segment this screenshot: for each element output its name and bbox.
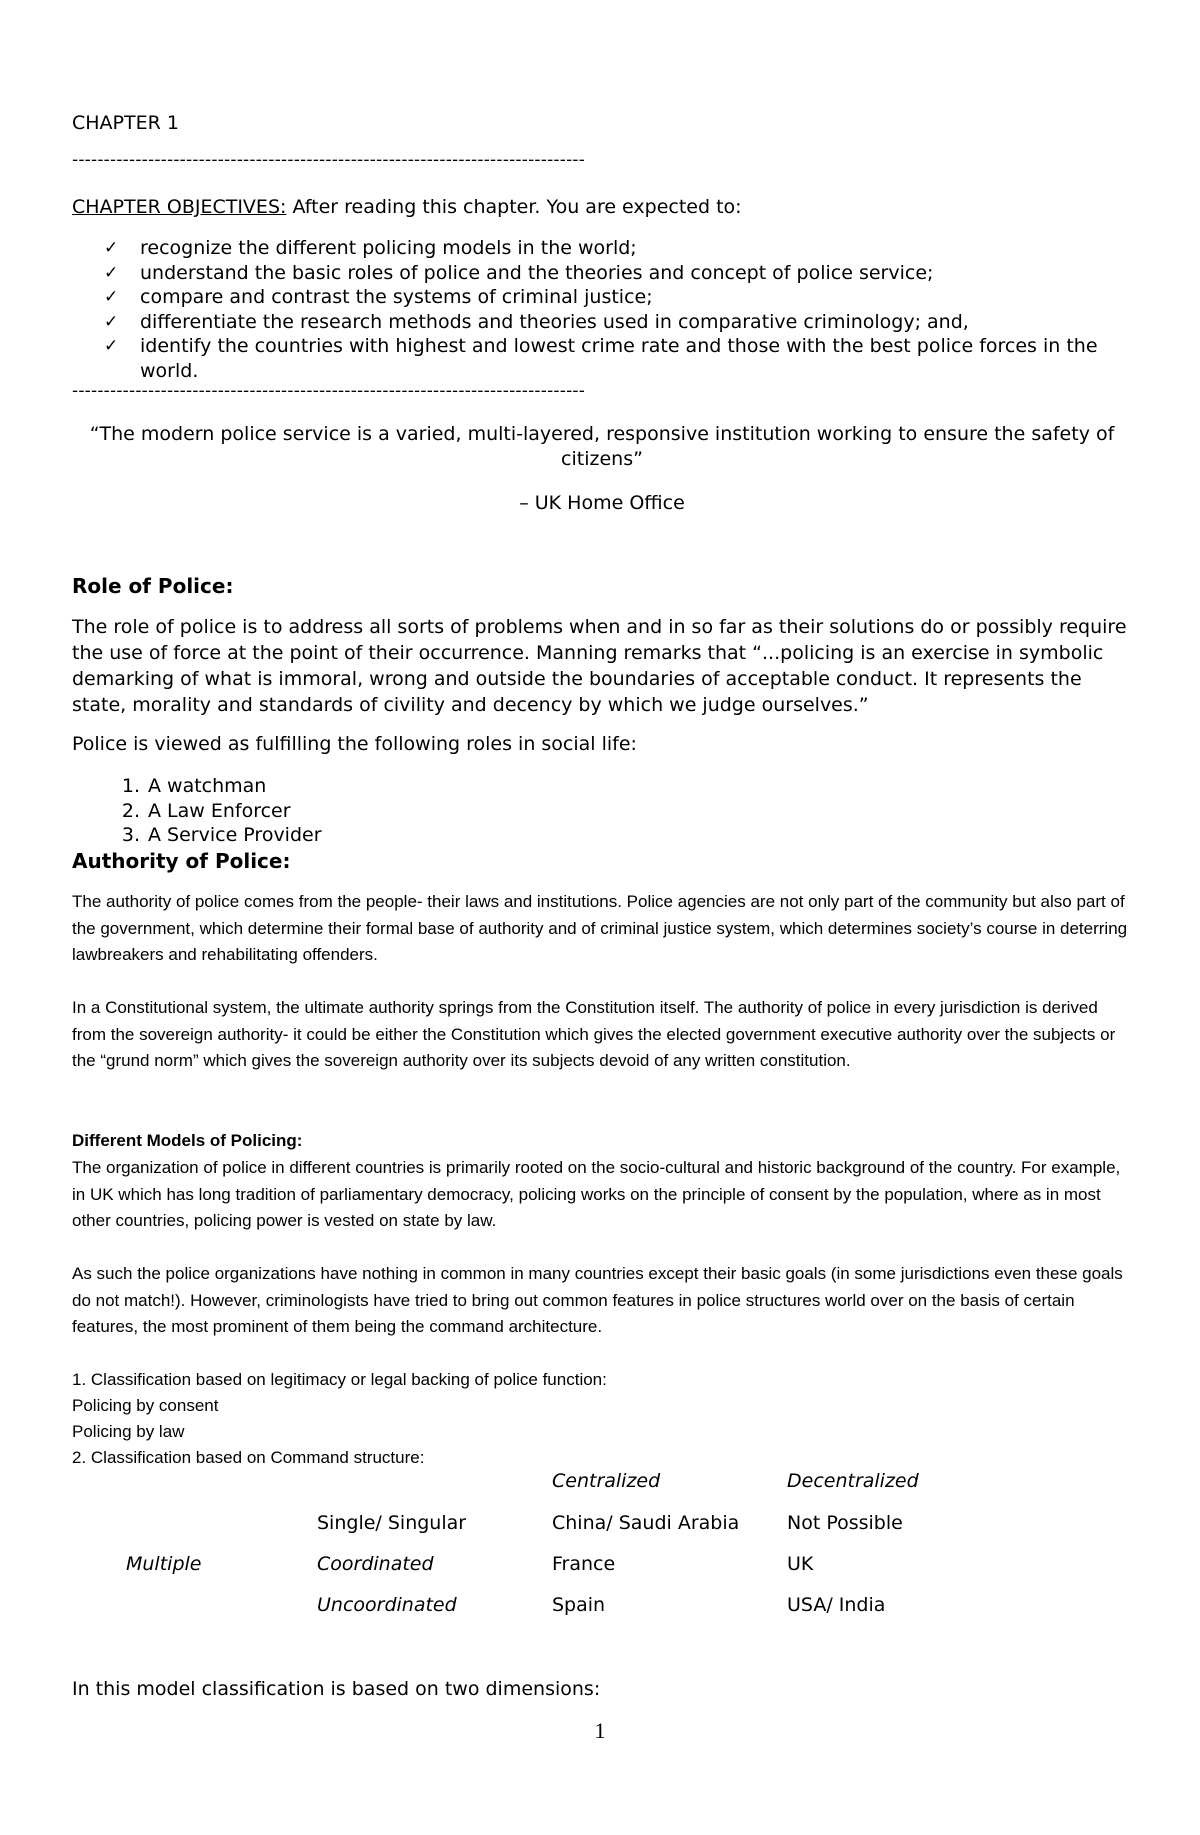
separator-line: --------------------------------------------------------------------------------- xyxy=(72,150,586,170)
page-number: 1 xyxy=(594,1718,606,1743)
row-label: Uncoordinated xyxy=(317,1594,457,1616)
objectives-list xyxy=(104,236,1134,383)
column-header-centralized: Centralized xyxy=(552,1470,661,1492)
separator-line: --------------------------------------------------------------------------------- xyxy=(72,381,586,401)
classification-2-title: 2. Classification based on Command structure: xyxy=(72,1448,425,1467)
check-icon: ✓ xyxy=(104,311,119,332)
list-item: 1. A watchman xyxy=(121,775,267,797)
check-icon: ✓ xyxy=(104,336,119,356)
roles-list xyxy=(72,774,322,848)
roles-intro: Police is viewed as fulfilling the following roles in social life: xyxy=(72,733,637,755)
classification-1-item: Policing by law xyxy=(72,1422,185,1441)
authority-heading: Authority of Police: xyxy=(72,849,291,873)
table-cell: USA/ India xyxy=(787,1594,886,1616)
authority-paragraph-1: The authority of police comes from the people- their laws and institutions. Police agencies are not only part of the community but also part of the government, which determine their formal base of authority and of criminal justice system, which determines society’s course in deterring lawbreakers and rehabilitating offenders. xyxy=(72,892,1128,964)
models-paragraph-1: The organization of police in different countries is primarily rooted on the socio-cultural and historic background of the country. For example, in UK which has long tradition of parliamentary democracy, policing works on the principle of consent by the population, where as in most other countries, policing power is vested on state by law. xyxy=(72,1158,1121,1230)
column-header-decentralized: Decentralized xyxy=(787,1470,919,1492)
chapter-title: CHAPTER 1 xyxy=(72,112,179,134)
models-heading: Different Models of Policing: xyxy=(72,1131,303,1150)
list-item: ✓ understand the basic roles of police and the theories and concept of police service; xyxy=(104,261,934,284)
list-item: 3. A Service Provider xyxy=(121,824,322,846)
table-cell: UK xyxy=(787,1553,814,1575)
check-icon: ✓ xyxy=(104,287,119,307)
role-paragraph: The role of police is to address all sorts of problems when and in so far as their solutions do or possibly require the use of force at the point of their occurrence. Manning remarks that “...policing is an exercise in symbolic demarking of what is immoral, wrong and outside the boundaries of acceptable conduct. It represents the state, morality and standards of civility and decency by which we judge ourselves.” xyxy=(72,616,1127,716)
closing-line: In this model classification is based on two dimensions: xyxy=(72,1678,601,1700)
classification-1-item: Policing by consent xyxy=(72,1396,219,1415)
list-item: ✓ compare and contrast the systems of criminal justice; xyxy=(104,286,653,308)
models-paragraph-2: As such the police organizations have nothing in common in many countries except their basic goals (in some jurisdictions even these goals do not match!). However, criminologists have tried to bring out common features in police structures world over on the basis of certain features, the most prominent of them being the command architecture. xyxy=(72,1264,1123,1336)
list-item: 2. A Law Enforcer xyxy=(121,799,291,822)
table-cell: Not Possible xyxy=(787,1512,903,1534)
objectives-intro: After reading this chapter. You are expected to: xyxy=(286,196,742,218)
quote-text: “The modern police service is a varied, multi-layered, responsive institution working to ensure the safety of citizens” xyxy=(89,423,1115,470)
list-item: ✓ differentiate the research methods and theories used in comparative criminology; and, xyxy=(104,310,969,333)
objectives-label: CHAPTER OBJECTIVES: xyxy=(72,196,287,218)
check-icon: ✓ xyxy=(104,262,119,283)
table-cell: China/ Saudi Arabia xyxy=(552,1512,740,1534)
list-item: ✓ identify the countries with highest and lowest crime rate and those with the best police forces in the world. xyxy=(104,335,1098,382)
list-item: ✓ recognize the different policing models in the world; xyxy=(104,237,637,259)
classification-1-title: 1. Classification based on legitimacy or legal backing of police function: xyxy=(72,1370,607,1389)
check-icon: ✓ xyxy=(104,238,119,258)
row-label: Coordinated xyxy=(317,1553,434,1575)
quote-attribution: – UK Home Office xyxy=(519,492,685,514)
role-heading: Role of Police: xyxy=(72,574,234,598)
table-cell: France xyxy=(552,1553,616,1575)
table-cell: Spain xyxy=(552,1594,606,1616)
group-label: Multiple xyxy=(126,1553,202,1575)
authority-paragraph-2: In a Constitutional system, the ultimate authority springs from the Constitution itself. The authority of police in every jurisdiction is derived from the sovereign authority- it could be either the Constitution which gives the elected government executive authority over the subjects or the “grund norm” which gives the sovereign authority over its subjects devoid of any written constitution. xyxy=(72,998,1116,1070)
objectives-heading xyxy=(72,196,742,218)
row-label: Single/ Singular xyxy=(317,1512,467,1534)
